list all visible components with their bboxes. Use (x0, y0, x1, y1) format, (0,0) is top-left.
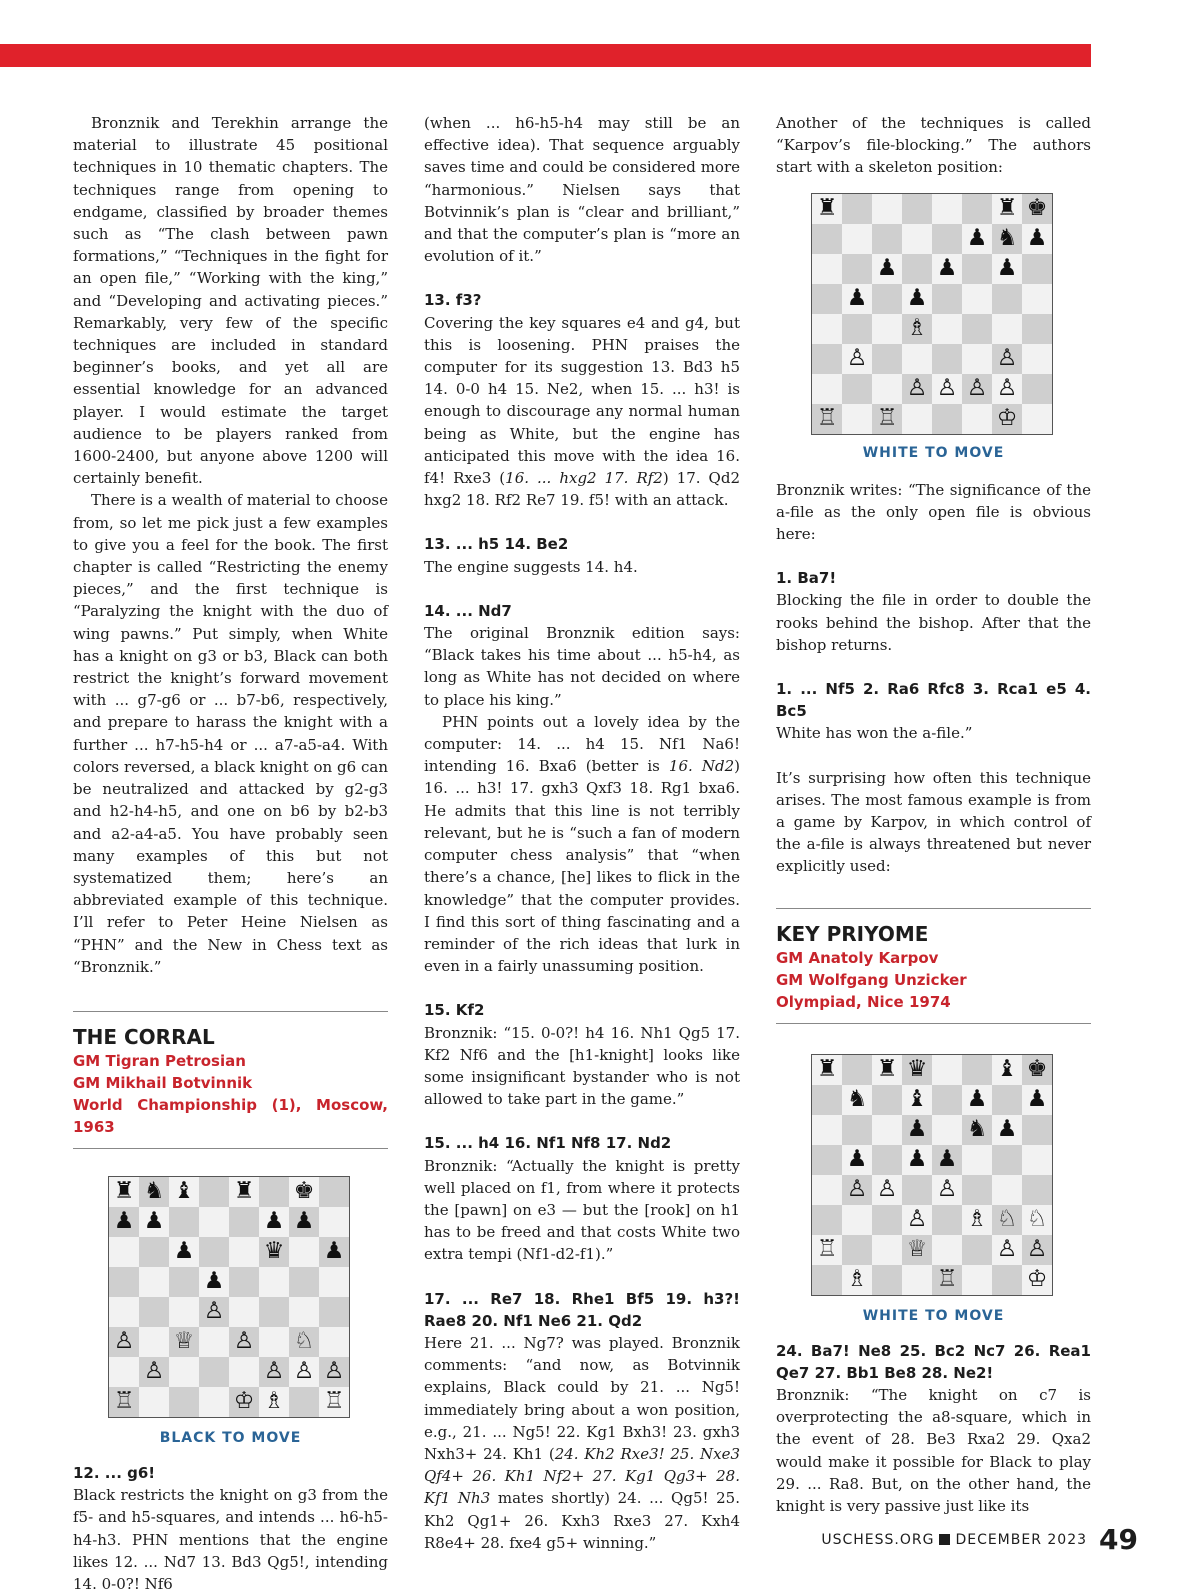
board-square (229, 1237, 259, 1267)
board-square (902, 194, 932, 224)
board-square (842, 194, 872, 224)
white-pawn-icon: ♙ (109, 1327, 139, 1357)
board-square (199, 1327, 229, 1357)
board-square (139, 1267, 169, 1297)
board-square (812, 374, 842, 404)
board-square (962, 1145, 992, 1175)
board-square (932, 1205, 962, 1235)
paragraph: Bronznik writes: “The significance of the a-file as the only open file is obvious here: (776, 480, 1091, 544)
board-square (992, 1085, 1022, 1115)
white-bishop-icon: ♗ (259, 1387, 289, 1417)
board-square (932, 194, 962, 224)
board-square (812, 284, 842, 314)
board-square (319, 1297, 349, 1327)
white-pawn-icon: ♙ (199, 1297, 229, 1327)
white-rook-icon: ♖ (932, 1265, 962, 1295)
board-square (962, 194, 992, 224)
diagram-caption: WHITE TO MOVE (862, 444, 1005, 461)
board-square (842, 1205, 872, 1235)
board-square (109, 1297, 139, 1327)
white-pawn-icon: ♙ (139, 1357, 169, 1387)
board-square (872, 1085, 902, 1115)
black-bishop-icon: ♝ (169, 1177, 199, 1207)
board-square (842, 1115, 872, 1145)
board-square (812, 1205, 842, 1235)
board-square (962, 1175, 992, 1205)
board-square (842, 224, 872, 254)
board-square (289, 1387, 319, 1417)
column-3 (776, 112, 1091, 1517)
game-black-player: GM Wolfgang Unzicker (776, 970, 967, 989)
board-square (1022, 1175, 1052, 1205)
white-pawn-icon: ♙ (842, 344, 872, 374)
board-square (1022, 1145, 1052, 1175)
white-pawn-icon: ♙ (932, 1175, 962, 1205)
board-square (872, 1265, 902, 1295)
board-square (1022, 284, 1052, 314)
board-square (812, 1175, 842, 1205)
column-1 (73, 112, 388, 1595)
diagram-caption: WHITE TO MOVE (862, 1307, 1005, 1324)
diagram-caption: BLACK TO MOVE (159, 1429, 302, 1446)
black-pawn-icon: ♟ (319, 1237, 349, 1267)
page-number: 49 (1099, 1523, 1138, 1556)
board-square (842, 374, 872, 404)
chess-board (811, 1054, 1053, 1296)
board-square (962, 314, 992, 344)
text-run: Covering the key squares e4 and g4, but this is loosening. PHN praises the computer for its suggestion 13. Bd3 h5 14. 0-0 h4 15. Ne2, when 15. ... h3! is enough to discourage any normal human being as White, but the engine has anticipated this move with the idea 16. f4! Rxe3 ( (424, 313, 740, 488)
italic-variation: 16. Nd2 (668, 757, 735, 776)
board-square (872, 1145, 902, 1175)
black-rook-icon: ♜ (229, 1177, 259, 1207)
board-square (902, 1265, 932, 1295)
paragraph: There is a wealth of material to choose from, so let me pick just a few examples to give you a feel for the book. The first chapter is called “Restricting the enemy pieces,” and the first technique is “Paralyzing the knight with the duo of wing pawns.” Put simply, when White has a knight on g3 or b3, Black can both restrict the knight’s forward movement with ... g7-g6 or ... b7-b6, respectively, and prepare to harass the knight with a further ... h7-h5-h4 or ... a7-a5-a4. With colors reversed, a black knight on g6 can be neutralized and attacked by g2-g3 and h2-h4-h5, and one on b6 by b2-b3 and a2-a4-a5. You have probably seen many examples of this but not systematized them; here’s an abbreviated example of this technique. I’ll refer to Peter Heine Nielsen as “PHN” and the New in Chess text as “Bronznik.” (73, 491, 388, 976)
black-pawn-icon: ♟ (169, 1237, 199, 1267)
move-heading: 12. ... g6! (73, 1463, 156, 1482)
black-pawn-icon: ♟ (199, 1267, 229, 1297)
paragraph: Another of the techniques is called “Karpov’s file-blocking.” The authors start with a skeleton position: (776, 114, 1091, 177)
board-square (842, 314, 872, 344)
board-square (812, 1115, 842, 1145)
board-square (229, 1267, 259, 1297)
board-square (319, 1267, 349, 1297)
board-square (289, 1297, 319, 1327)
black-queen-icon: ♛ (902, 1055, 932, 1085)
board-square (962, 284, 992, 314)
board-square (812, 224, 842, 254)
move-heading: 17. ... Re7 18. Rhe1 Bf5 19. h3?! Rae8 20. Nf1 Ne6 21. Qd2 (424, 1289, 740, 1330)
board-square (812, 1085, 842, 1115)
black-pawn-icon: ♟ (872, 254, 902, 284)
board-square (842, 254, 872, 284)
board-square (289, 1267, 319, 1297)
paragraph: Bronznik: “Actually the knight is pretty well placed on f1, from where it protects the [pawn] on e3 — but the [rook] on h1 has to be freed and that costs White two extra tempi (Nf1-d2-f1).” (424, 1156, 740, 1264)
board-square (932, 404, 962, 434)
black-rook-icon: ♜ (812, 194, 842, 224)
white-pawn-icon: ♙ (932, 374, 962, 404)
game-header-key-priyome (776, 908, 1091, 1024)
board-square (872, 1235, 902, 1265)
paragraph: Black restricts the knight on g3 from the f5- and h5-squares, and intends ... h6-h5-h4-h3. PHN mentions that the engine likes 12. ... Nd7 13. Bd3 Qg5!, intending 14. 0-0?! Nf6 (73, 1486, 388, 1593)
board-square (812, 1145, 842, 1175)
board-square (259, 1177, 289, 1207)
board-square (199, 1387, 229, 1417)
board-square (902, 224, 932, 254)
white-pawn-icon: ♙ (872, 1175, 902, 1205)
board-square (812, 314, 842, 344)
black-pawn-icon: ♟ (992, 1115, 1022, 1145)
white-pawn-icon: ♙ (902, 374, 932, 404)
board-square (139, 1237, 169, 1267)
board-square (229, 1297, 259, 1327)
board-square (842, 404, 872, 434)
text-run: Here 21. ... Ng7? was played. Bronznik comments: “and now, as Botvinnik explains, Black could by 21. ... Ng5! immediately bring about a won position, e.g., 21. ... Ng5! 22. Kg1 Bxh3! 23. gxh3 Nxh3+ 24. Kh1 ( (424, 1333, 740, 1463)
board-square (872, 284, 902, 314)
square-separator-icon (939, 1534, 950, 1545)
chess-diagram-karpov (811, 1054, 1091, 1296)
white-rook-icon: ♖ (812, 404, 842, 434)
board-square (932, 224, 962, 254)
black-knight-icon: ♞ (992, 224, 1022, 254)
white-bishop-icon: ♗ (962, 1205, 992, 1235)
board-square (1022, 404, 1052, 434)
board-square (872, 344, 902, 374)
board-square (319, 1327, 349, 1357)
header-red-bar (0, 44, 1091, 67)
move-heading: 15. ... h4 16. Nf1 Nf8 17. Nd2 (424, 1134, 672, 1153)
footer-issue: DECEMBER 2023 (955, 1531, 1088, 1548)
black-queen-icon: ♛ (259, 1237, 289, 1267)
game-black-player: GM Mikhail Botvinnik (73, 1073, 253, 1092)
black-king-icon: ♚ (1022, 194, 1052, 224)
board-square (319, 1207, 349, 1237)
black-pawn-icon: ♟ (902, 1145, 932, 1175)
board-square (169, 1357, 199, 1387)
move-heading: 15. Kf2 (424, 1001, 485, 1020)
text-run: mates shortly) 24. ... Qg5! 25. Kh2 Qg1+ 26. Kxh3 Rxe3 27. Kxh4 R8e4+ 28. fxe4 g5+ winning.” (424, 1489, 740, 1552)
white-pawn-icon: ♙ (289, 1357, 319, 1387)
board-square (169, 1297, 199, 1327)
black-knight-icon: ♞ (139, 1177, 169, 1207)
board-square (812, 344, 842, 374)
italic-variation: 16. ... hxg2 17. Rf2 (505, 469, 663, 488)
board-square (872, 224, 902, 254)
game-title: THE CORRAL (73, 1024, 215, 1049)
black-bishop-icon: ♝ (992, 1055, 1022, 1085)
white-pawn-icon: ♙ (842, 1175, 872, 1205)
move-heading: 13. f3? (424, 291, 482, 310)
board-square (289, 1237, 319, 1267)
board-square (169, 1387, 199, 1417)
board-square (812, 254, 842, 284)
board-square (902, 404, 932, 434)
footer-site: USCHESS.ORG (821, 1531, 935, 1548)
board-square (872, 1205, 902, 1235)
paragraph: It’s surprising how often this technique arises. The most famous example is from a game by Karpov, in which control of the a-file is always threatened but never explicitly used: (776, 768, 1091, 876)
board-square (902, 254, 932, 284)
white-knight-icon: ♘ (1022, 1205, 1052, 1235)
page-footer (821, 1523, 1138, 1556)
white-queen-icon: ♕ (169, 1327, 199, 1357)
board-square (992, 284, 1022, 314)
white-rook-icon: ♖ (319, 1387, 349, 1417)
white-pawn-icon: ♙ (1022, 1235, 1052, 1265)
board-square (992, 314, 1022, 344)
board-square (932, 1085, 962, 1115)
black-pawn-icon: ♟ (1022, 224, 1052, 254)
game-header-corral (73, 1011, 388, 1149)
board-square (902, 1175, 932, 1205)
paragraph: Blocking the file in order to double the rooks behind the bishop. After that the bishop returns. (776, 591, 1091, 654)
board-square (139, 1327, 169, 1357)
board-square (932, 284, 962, 314)
board-square (962, 254, 992, 284)
white-knight-icon: ♘ (289, 1327, 319, 1357)
board-square (812, 1265, 842, 1295)
board-square (962, 344, 992, 374)
black-pawn-icon: ♟ (139, 1207, 169, 1237)
white-rook-icon: ♖ (109, 1387, 139, 1417)
white-queen-icon: ♕ (902, 1235, 932, 1265)
board-square (992, 1175, 1022, 1205)
board-square (842, 1055, 872, 1085)
white-knight-icon: ♘ (992, 1205, 1022, 1235)
board-square (872, 1115, 902, 1145)
board-square (259, 1267, 289, 1297)
white-pawn-icon: ♙ (992, 1235, 1022, 1265)
white-pawn-icon: ♙ (229, 1327, 259, 1357)
paragraph (424, 312, 740, 512)
white-pawn-icon: ♙ (992, 344, 1022, 374)
board-square (872, 194, 902, 224)
black-pawn-icon: ♟ (289, 1207, 319, 1237)
white-pawn-icon: ♙ (319, 1357, 349, 1387)
board-square (1022, 254, 1052, 284)
paragraph (424, 711, 740, 977)
white-rook-icon: ♖ (872, 404, 902, 434)
black-pawn-icon: ♟ (962, 1085, 992, 1115)
black-pawn-icon: ♟ (932, 254, 962, 284)
board-square (932, 1115, 962, 1145)
white-king-icon: ♔ (992, 404, 1022, 434)
game-white-player: GM Anatoly Karpov (776, 948, 939, 967)
board-square (1022, 1115, 1052, 1145)
black-king-icon: ♚ (289, 1177, 319, 1207)
move-heading: 1. ... Nf5 2. Ra6 Rfc8 3. Rca1 e5 4. Bc5 (776, 680, 1091, 721)
game-title: KEY PRIYOME (776, 921, 929, 946)
chess-board (811, 193, 1053, 435)
move-heading: 13. ... h5 14. Be2 (424, 535, 569, 554)
black-rook-icon: ♜ (992, 194, 1022, 224)
white-pawn-icon: ♙ (962, 374, 992, 404)
black-pawn-icon: ♟ (259, 1207, 289, 1237)
white-bishop-icon: ♗ (902, 314, 932, 344)
move-heading: 24. Ba7! Ne8 25. Bc2 Nc7 26. Rea1 Qe7 27. Bb1 Be8 28. Ne2! (776, 1341, 1091, 1382)
board-square (1022, 314, 1052, 344)
board-square (1022, 344, 1052, 374)
board-square (932, 1055, 962, 1085)
paragraph: White has won the a-file.” (776, 724, 973, 743)
white-pawn-icon: ♙ (992, 374, 1022, 404)
white-bishop-icon: ♗ (842, 1265, 872, 1295)
white-pawn-icon: ♙ (259, 1357, 289, 1387)
board-square (259, 1327, 289, 1357)
game-event: World Championship (1), Moscow, 1963 (73, 1095, 388, 1136)
black-pawn-icon: ♟ (962, 224, 992, 254)
board-square (169, 1267, 199, 1297)
move-heading: 14. ... Nd7 (424, 601, 512, 620)
board-square (259, 1297, 289, 1327)
board-square (962, 1235, 992, 1265)
board-square (139, 1387, 169, 1417)
board-square (872, 374, 902, 404)
white-pawn-icon: ♙ (902, 1205, 932, 1235)
board-square (962, 404, 992, 434)
text-run: PHN points out a lovely idea by the computer: 14. ... h4 15. Nf1 Na6! intending 16. Bxa6 (better is (424, 712, 740, 776)
black-rook-icon: ♜ (109, 1177, 139, 1207)
black-pawn-icon: ♟ (842, 284, 872, 314)
black-pawn-icon: ♟ (842, 1145, 872, 1175)
black-pawn-icon: ♟ (1022, 1085, 1052, 1115)
text-run: ) 16. ... h3! 17. gxh3 Qxf3 18. Rg1 bxa6. He admits that this line is not terribly relevant, but he is “such a fan of modern computer chess analysis” that “when there’s a chance, [he] likes to flick in the knowledge” that the computer provides. I find this sort of thing fascinating and a reminder of the rich ideas that lurk in even in a fairly unassuming position. (424, 757, 741, 976)
black-knight-icon: ♞ (842, 1085, 872, 1115)
chess-board (108, 1176, 350, 1418)
board-square (992, 1145, 1022, 1175)
chess-diagram-corral (108, 1176, 388, 1418)
move-heading: 1. Ba7! (776, 569, 837, 588)
board-square (199, 1357, 229, 1387)
board-square (169, 1207, 199, 1237)
text-run: ) 17. Qd2 hxg2 18. Rf2 Re7 19. f5! with an attack. (424, 469, 740, 510)
board-square (199, 1177, 229, 1207)
paragraph: (when ... h6-h5-h4 may still be an effective idea). That sequence arguably saves time and could be considered more “harmonious.” Nielsen says that Botvinnik’s plan is “clear and brilliant,” and that the computer’s plan is “more an evolution of it.” (424, 114, 740, 266)
black-pawn-icon: ♟ (902, 284, 932, 314)
paragraph: The original Bronznik edition says: “Black takes his time about ... h5-h4, as long as White has not decided on where to place his king.” (424, 624, 740, 709)
white-king-icon: ♔ (1022, 1265, 1052, 1295)
board-square (199, 1207, 229, 1237)
italic-variation: 24. Kh2 Rxe3! 25. Nxe3 Qf4+ 26. Kh1 Nf2+ 27. Kg1 Qg3+ 28. Kf1 Nh3 (424, 1444, 740, 1508)
black-pawn-icon: ♟ (109, 1207, 139, 1237)
board-square (932, 344, 962, 374)
board-square (199, 1237, 229, 1267)
board-square (1022, 374, 1052, 404)
board-square (962, 1265, 992, 1295)
board-square (109, 1357, 139, 1387)
column-2 (424, 112, 740, 1554)
black-bishop-icon: ♝ (902, 1085, 932, 1115)
chess-diagram-skeleton (811, 193, 1091, 435)
board-square (962, 1055, 992, 1085)
black-king-icon: ♚ (1022, 1055, 1052, 1085)
black-pawn-icon: ♟ (932, 1145, 962, 1175)
board-square (139, 1297, 169, 1327)
black-rook-icon: ♜ (872, 1055, 902, 1085)
black-knight-icon: ♞ (962, 1115, 992, 1145)
board-square (319, 1177, 349, 1207)
board-square (842, 1235, 872, 1265)
paragraph: Bronznik: “The knight on c7 is overprotecting the a8-square, which in the event of 28. Be3 Rxa2 29. Qxa2 would make it possible for Black to play 29. ... Ra8. But, on the other hand, the knight is very passive just like its (776, 1386, 1091, 1516)
black-pawn-icon: ♟ (992, 254, 1022, 284)
board-square (932, 314, 962, 344)
white-king-icon: ♔ (229, 1387, 259, 1417)
board-square (932, 1235, 962, 1265)
game-white-player: GM Tigran Petrosian (73, 1051, 246, 1070)
black-rook-icon: ♜ (812, 1055, 842, 1085)
white-rook-icon: ♖ (812, 1235, 842, 1265)
board-square (109, 1267, 139, 1297)
paragraph: The engine suggests 14. h4. (424, 557, 638, 576)
board-square (229, 1207, 259, 1237)
board-square (109, 1237, 139, 1267)
board-square (992, 1265, 1022, 1295)
black-pawn-icon: ♟ (902, 1115, 932, 1145)
paragraph: Bronznik: “15. 0-0?! h4 16. Nh1 Qg5 17. Kf2 Nf6 and the [h1-knight] looks like some insignificant bystander who is not allowed to take part in the game.” (424, 1023, 740, 1109)
board-square (872, 314, 902, 344)
paragraph: Bronznik and Terekhin arrange the material to illustrate 45 positional techniques in 10 thematic chapters. The techniques range from opening to endgame, classified by broader themes such as “The clash between pawn formations,” “Techniques in the fight for an open file,” “Working with the king,” and “Developing and activating pieces.” Remarkably, very few of the specific techniques are included in standard beginner’s books, and yet all are essential knowledge for an advanced player. I would estimate the target audience to be players ranked from 1600-2400, but anyone above 1200 will certainly benefit. (73, 114, 388, 488)
game-event: Olympiad, Nice 1974 (776, 992, 951, 1011)
board-square (902, 344, 932, 374)
paragraph (424, 1332, 740, 1554)
board-square (229, 1357, 259, 1387)
